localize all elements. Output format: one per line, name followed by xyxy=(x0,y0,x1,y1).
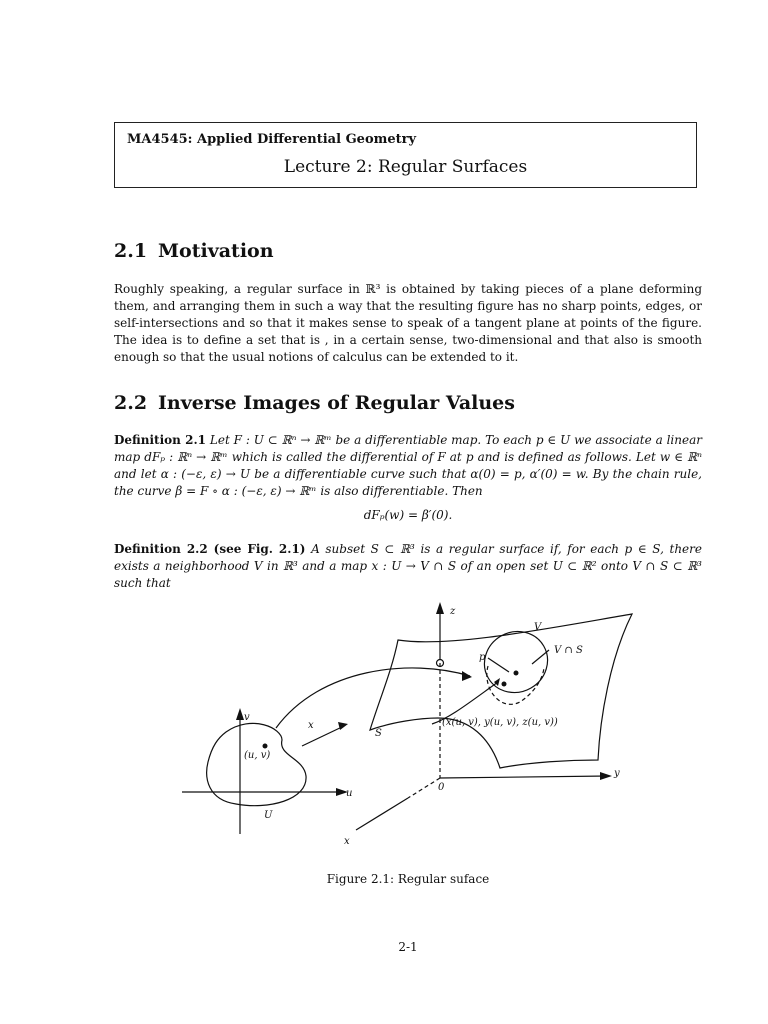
x-axis-label: x xyxy=(344,836,350,847)
p-pointer xyxy=(488,658,509,672)
x-axis-line xyxy=(356,798,408,830)
uv-label: (u, v) xyxy=(244,750,271,761)
header-box xyxy=(114,122,697,188)
section-heading-motivation xyxy=(114,240,274,262)
course-title: MA4545: Applied Differential Geometry xyxy=(127,132,417,147)
definition-2-1 xyxy=(114,432,702,500)
mapping-curve-arrowhead xyxy=(462,671,472,681)
z-axis-arrowhead xyxy=(436,602,444,614)
section-number: 2.2 xyxy=(114,392,148,414)
definition-heading: Definition 2.2 (see Fig. 2.1) xyxy=(114,542,306,556)
figure-caption: Figure 2.1: Regular suface xyxy=(326,872,490,886)
definition-body: A subset S ⊂ ℝ³ is a regular surface if, for each p ∈ S, there exists a neighborhood V in ℝ³ and a map x : U → V ∩ S of an open set U ⊂ ℝ² onto V ∩ S ⊂ ℝ³ such that xyxy=(114,542,703,590)
v-label: V xyxy=(534,622,542,633)
u-region-label: U xyxy=(264,810,273,821)
differential-equation: dFₚ(w) = β′(0). xyxy=(363,508,453,522)
region-u xyxy=(207,723,306,805)
point-p-dot xyxy=(514,671,519,676)
definition-heading: Definition 2.1 xyxy=(114,433,206,447)
v-cap-s-pointer xyxy=(532,650,549,664)
map-x-label: x xyxy=(308,720,314,731)
origin-label: 0 xyxy=(438,782,445,793)
s-label: S xyxy=(375,728,382,739)
section-title: Motivation xyxy=(158,240,274,262)
definition-body: Let F : U ⊂ ℝⁿ → ℝᵐ be a differentiable map. To each p ∈ U we associate a linear map dFₚ : ℝⁿ → ℝᵐ which is called the differential of F at p and is defined as follows. Let w ∈ ℝⁿ and let α : (−ε, ε) → U be a differentiable curve such that α(0) = p, α′(0) = w. By the chain rule, the curve β = F ∘ α : (−ε, ε) → ℝᵐ is also differentiable. Then xyxy=(114,433,702,498)
surface-point-dot xyxy=(502,682,507,687)
neighborhood-v xyxy=(473,620,558,704)
y-axis-line xyxy=(440,776,608,778)
v-cap-s-label: V ∩ S xyxy=(554,645,583,656)
section-title: Inverse Images of Regular Values xyxy=(158,392,515,414)
p-label: p xyxy=(479,652,486,663)
section-heading-inverse-images xyxy=(114,392,515,414)
y-axis-arrowhead xyxy=(600,772,612,780)
point-xyz-label: (x(u, v), y(u, v), z(u, v)) xyxy=(442,717,558,728)
uv-point-dot xyxy=(263,744,268,749)
section-number: 2.1 xyxy=(114,240,148,262)
x-axis-hidden xyxy=(408,778,440,798)
v-axis-label: v xyxy=(244,712,250,723)
lecture-title: Lecture 2: Regular Surfaces xyxy=(283,157,528,177)
page-number: 2-1 xyxy=(398,940,418,954)
z-label: z xyxy=(450,606,456,617)
v-axis-arrowhead xyxy=(236,708,244,720)
u-axis-label: u xyxy=(346,788,353,799)
y-label: y xyxy=(614,768,620,779)
surface-s xyxy=(370,614,632,768)
definition-2-2 xyxy=(114,541,702,592)
regular-surface-figure xyxy=(170,598,620,858)
motivation-paragraph: Roughly speaking, a regular surface in ℝ³ is obtained by taking pieces of a plane deforming them, and arranging them in such a way that the resulting figure has no sharp points, edges, or self-intersections and so that it makes sense to speak of a tangent plane at points of the figure. The idea is to define a set that is , in a certain sense, two-dimensional and that also is smooth enough so that the usual notions of calculus can be extended to it. xyxy=(114,282,702,364)
